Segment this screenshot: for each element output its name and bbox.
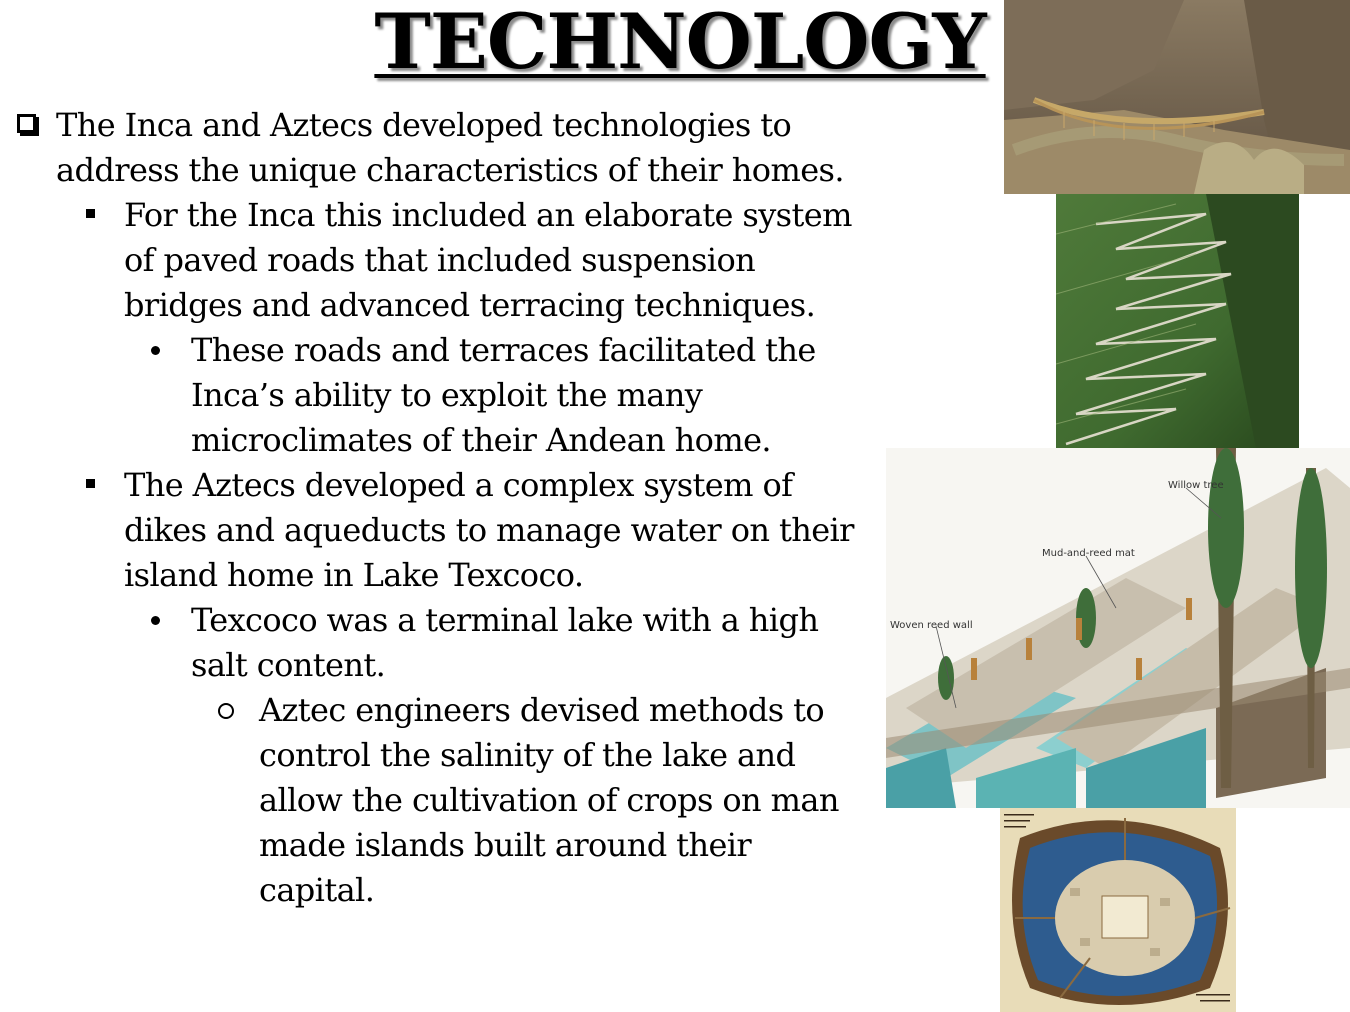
square-bullet-icon: [86, 479, 95, 488]
label-woven-reed-wall: Woven reed wall: [890, 620, 973, 631]
suspension-bridge-photo: [1004, 0, 1350, 194]
bullet-line: allow the cultivation of crops on man: [259, 781, 839, 819]
tenochtitlan-map-image: [1000, 808, 1236, 1012]
bullet-line: Texcoco was a terminal lake with a high: [191, 601, 819, 639]
bullet-line: For the Inca this included an elaborate system: [124, 196, 852, 234]
checkbox-bullet-icon: [17, 114, 36, 133]
bullet-line: of paved roads that included suspension: [124, 241, 756, 279]
bullet-line: address the unique characteristics of their homes.: [56, 151, 844, 189]
label-mud-reed-mat: Mud-and-reed mat: [1042, 548, 1135, 559]
bullet-line: control the salinity of the lake and: [259, 736, 796, 774]
bullet-line: bridges and advanced terracing techniques.: [124, 286, 816, 324]
label-willow-tree: Willow tree: [1168, 480, 1224, 491]
bullet-line: salt content.: [191, 646, 386, 684]
square-bullet-icon: [86, 209, 95, 218]
dot-bullet-icon: [151, 346, 160, 355]
bullet-line: Inca’s ability to exploit the many: [191, 376, 703, 414]
circle-bullet-icon: [218, 703, 234, 719]
bullet-line: dikes and aqueducts to manage water on their: [124, 511, 854, 549]
bullet-line: capital.: [259, 871, 375, 909]
slide-title: TECHNOLOGY: [374, 0, 986, 86]
terraced-road-photo: [1056, 194, 1299, 448]
bullet-line: island home in Lake Texcoco.: [124, 556, 584, 594]
bullet-line: These roads and terraces facilitated the: [191, 331, 816, 369]
bullet-line: made islands built around their: [259, 826, 752, 864]
chinampa-illustration: [886, 448, 1350, 808]
bullet-line: The Inca and Aztecs developed technologies to: [56, 106, 792, 144]
bullet-line: Aztec engineers devised methods to: [259, 691, 825, 729]
bullet-line: microclimates of their Andean home.: [191, 421, 771, 459]
dot-bullet-icon: [151, 616, 160, 625]
bullet-line: The Aztecs developed a complex system of: [124, 466, 793, 504]
